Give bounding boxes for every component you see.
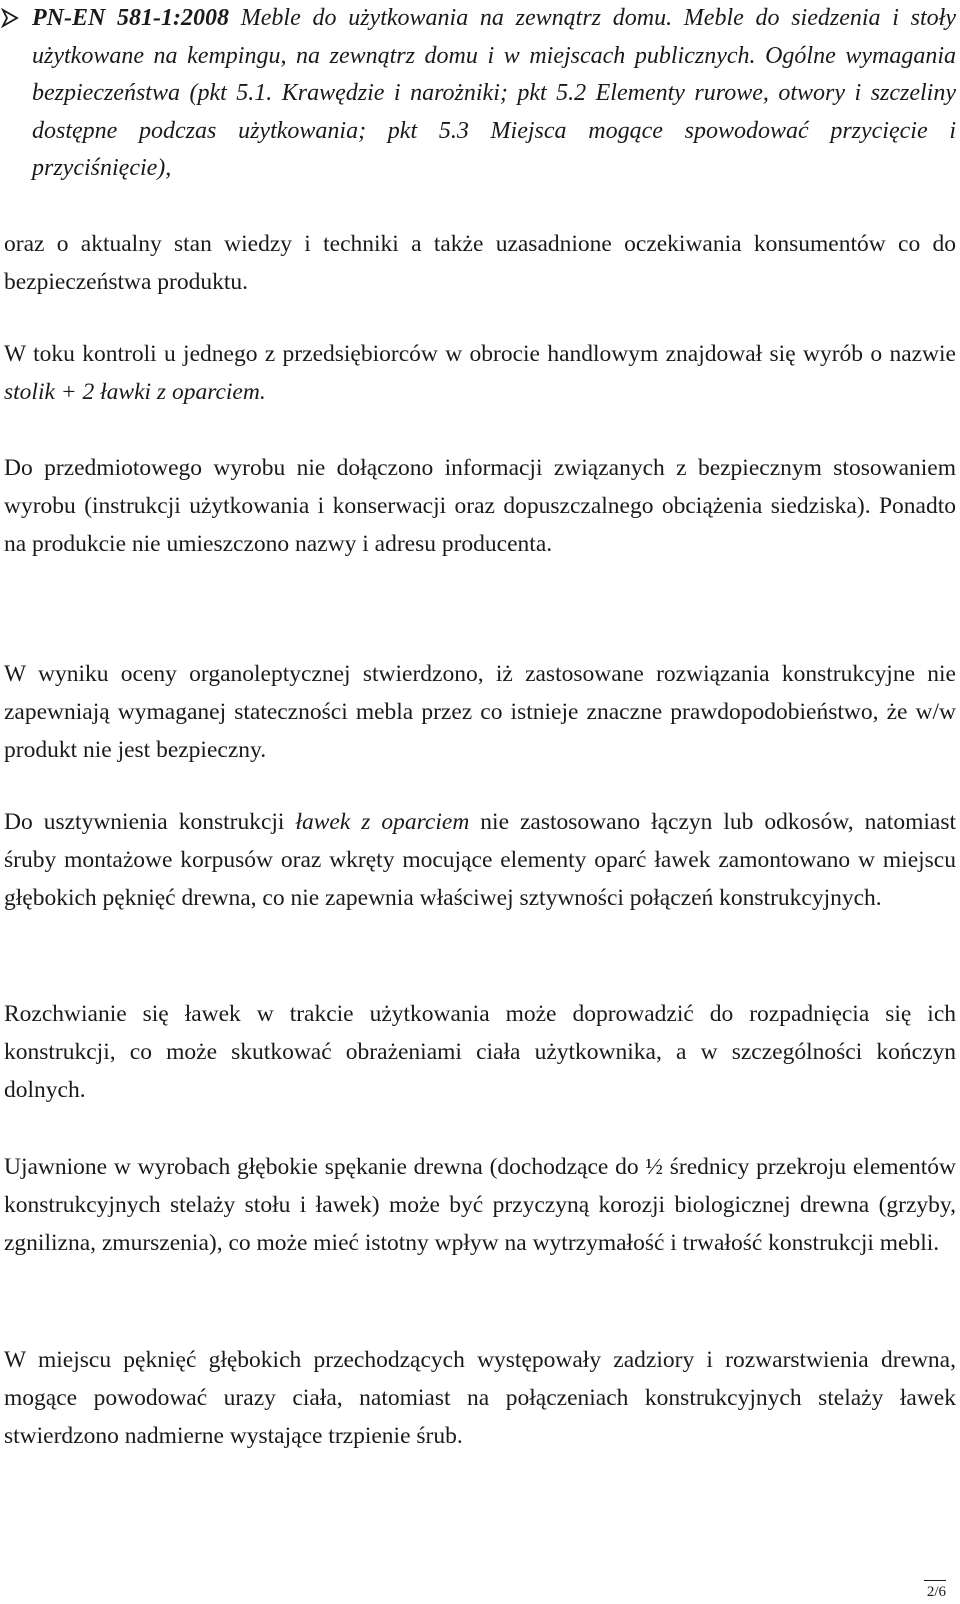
inspection-text: W toku kontroli u jednego z przedsiębiorców w obrocie handlowym znajdował się wyrób o nazwie — [4, 341, 956, 367]
standard-description: Meble do użytkowania na zewnątrz domu. Meble do siedzenia i stoły użytkowane na kempingu, na zewnątrz domu i w miejscach publicznych. Ogólne wymagania bezpieczeństwa (pkt 5.1. Krawędzie i narożniki; pkt 5.2 Elementy rurowe, otwory i szczeliny dostępne podczas użytkowania; pkt 5.3 Miejsca mogące spowodować przycięcie i przyciśnięcie), — [32, 5, 956, 181]
paragraph-stability-assessment: W wyniku oceny organoleptycznej stwierdzono, iż zastosowane rozwiązania konstrukcyjne nie zapewniają wymaganej stateczności mebla przez co istnieje znaczne prawdopodobieństwo, że w/w produkt nie jest bezpieczny. — [4, 661, 956, 763]
reinforcement-text-end: nie zastosowano łączyn lub odkosów, natomiast śruby montażowe korpusów oraz wkręty mocujące elementy oparć ławek zamontowano w miejscu głębokich pęknięć drewna, co nie zapewnia właściwej sztywności połączeń konstrukcyjnych. — [4, 809, 956, 911]
paragraph-missing-information: Do przedmiotowego wyrobu nie dołączono informacji związanych z bezpiecznym stosowaniem wyrobu (instrukcji użytkowania i konserwacji oraz dopuszczalnego obciążenia siedziska). Ponadto na produkcie nie umieszczono nazwy i adresu producenta. — [4, 455, 956, 557]
paragraph-bench-reinforcement — [4, 803, 956, 917]
bench-product-name: ławek z oparciem — [295, 809, 470, 835]
standard-reference — [32, 0, 956, 188]
product-name: stolik + 2 ławki z oparciem. — [4, 379, 266, 405]
paragraph-wobbling-risk: Rozchwianie się ławek w trakcie użytkowania może doprowadzić do rozpadnięcia się ich konstrukcji, co może skutkować obrażeniami ciała użytkownika, a w szczególności kończyn dolnych. — [4, 1001, 956, 1103]
standard-code: PN-EN 581-1:2008 — [32, 5, 230, 31]
page-number: 2/6 — [926, 1584, 946, 1600]
page-number-rule — [924, 1580, 946, 1581]
arrow-bullet-icon — [0, 8, 20, 28]
paragraph-knowledge: oraz o aktualny stan wiedzy i techniki a także uzasadnione oczekiwania konsumentów co do bezpieczeństwa produktu. — [4, 231, 956, 295]
paragraph-inspection — [4, 335, 956, 411]
paragraph-splinters: W miejscu pęknięć głębokich przechodzących występowały zadziory i rozwarstwienia drewna, mogące powodować urazy ciała, natomiast na połączeniach konstrukcyjnych stelaży ławek stwierdzono nadmierne wystające trzpienie śrub. — [4, 1347, 956, 1449]
paragraph-wood-cracking: Ujawnione w wyrobach głębokie spękanie drewna (dochodzące do ½ średnicy przekroju elementów konstrukcyjnych stelaży stołu i ławek) może być przyczyną korozji biologicznej drewna (grzyby, zgnilizna, zmurszenia), co może mieć istotny wpływ na wytrzymałość i trwałość konstrukcji mebli. — [4, 1154, 956, 1256]
reinforcement-text-start: Do usztywnienia konstrukcji — [4, 809, 296, 835]
